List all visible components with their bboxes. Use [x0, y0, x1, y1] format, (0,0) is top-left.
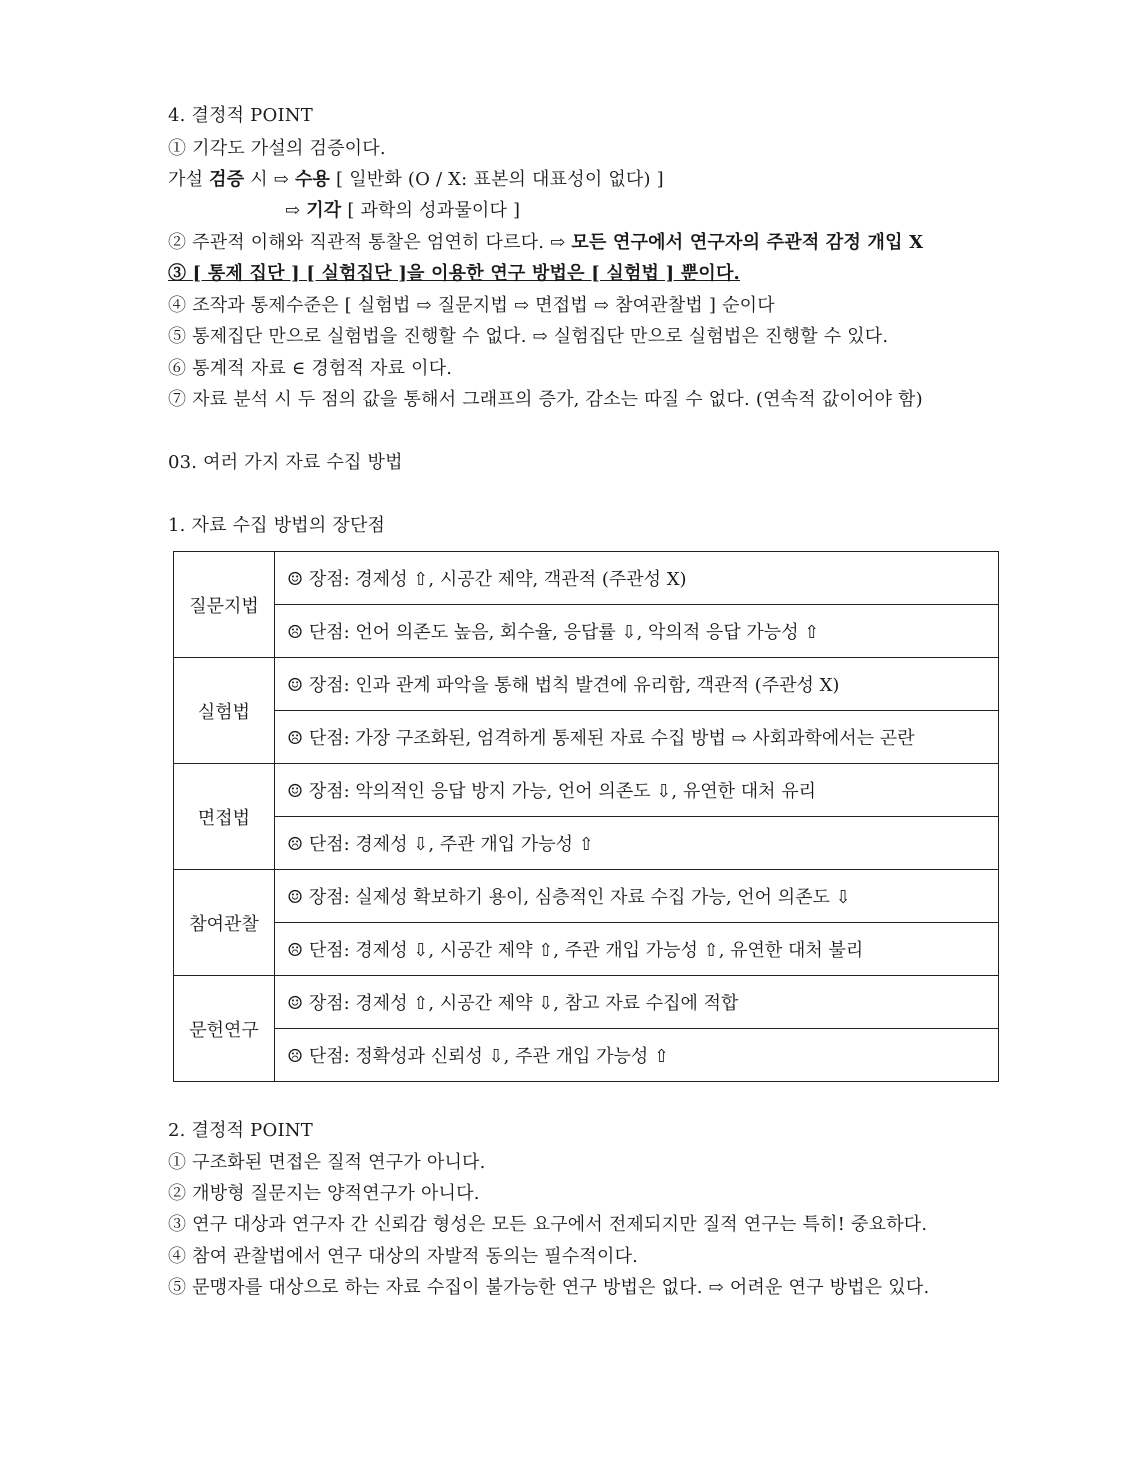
hypothesis-prefix: 가설: [168, 169, 210, 190]
section4-point-hypothesis-reject: [285, 199, 520, 223]
table-category: 면접법: [174, 764, 275, 870]
table-row: [174, 817, 999, 870]
table-row: [174, 870, 999, 923]
section2-title: 2. 결정적 POINT: [168, 1120, 313, 1141]
table-row: [174, 976, 999, 1029]
table-con: ☹ 단점: 경제성 ⇩, 주관 개입 가능성 ⇧: [275, 817, 999, 870]
section2-point5: ⑤ 문맹자를 대상으로 하는 자료 수집이 불가능한 연구 방법은 없다. ⇨ 어려운 연구 방법은 있다.: [168, 1277, 930, 1298]
section4-point4: ④ 조작과 통제수준은 [ 실험법 ⇨ 질문지법 ⇨ 면접법 ⇨ 참여관찰법 ] 순이다: [168, 295, 775, 316]
section4-point7: ⑦ 자료 분석 시 두 점의 값을 통해서 그래프의 증가, 감소는 따질 수 없다. (연속적 값이어야 함): [168, 389, 923, 410]
table-pro: ☺ 장점: 악의적인 응답 방지 가능, 언어 의존도 ⇩, 유연한 대처 유리: [275, 764, 999, 817]
table-pro: ☺ 장점: 실제성 확보하기 용이, 심층적인 자료 수집 가능, 언어 의존도 ⇩: [275, 870, 999, 923]
hypothesis-mid: 시 ⇨: [244, 169, 295, 190]
section4-point3: ③ [ 통제 집단 ] [ 실험집단 ]을 이용한 연구 방법은 [ 실험법 ] 뿐이다.: [168, 263, 741, 284]
point2-text: ② 주관적 이해와 직관적 통찰은 엄연히 다르다. ⇨: [168, 232, 572, 253]
table-category: 참여관찰: [174, 870, 275, 976]
methods-table: [173, 551, 999, 1082]
table-category: 실험법: [174, 658, 275, 764]
table-row: [174, 658, 999, 711]
section4-point6: ⑥ 통계적 자료 ∈ 경험적 자료 이다.: [168, 358, 453, 379]
table-con: ☹ 단점: 언어 의존도 높음, 회수율, 응답률 ⇩, 악의적 응답 가능성 ⇧: [275, 605, 999, 658]
section4-point-hypothesis-accept: [168, 168, 664, 192]
table-con: ☹ 단점: 정확성과 신뢰성 ⇩, 주관 개입 가능성 ⇧: [275, 1029, 999, 1082]
section4-point2: [168, 231, 923, 255]
table-row: [174, 764, 999, 817]
point2-bold: 모든 연구에서 연구자의 주관적 감정 개입 X: [571, 232, 924, 253]
section03-title: 03. 여러 가지 자료 수집 방법: [168, 452, 403, 473]
sub1-title: 1. 자료 수집 방법의 장단점: [168, 515, 386, 536]
table-con: ☹ 단점: 경제성 ⇩, 시공간 제약 ⇧, 주관 개입 가능성 ⇧, 유연한 대처 불리: [275, 923, 999, 976]
section4-point1: ① 기각도 가설의 검증이다.: [168, 138, 386, 159]
hypothesis-accept-bold: 수용: [294, 169, 331, 190]
section2-point4: ④ 참여 관찰법에서 연구 대상의 자발적 동의는 필수적이다.: [168, 1246, 639, 1267]
table-row: [174, 552, 999, 605]
section2-point1: ① 구조화된 면접은 질적 연구가 아니다.: [168, 1152, 486, 1173]
hypothesis-reject-detail: [ 과학의 성과물이다 ]: [341, 200, 521, 221]
section4-point5: ⑤ 통제집단 만으로 실험법을 진행할 수 없다. ⇨ 실험집단 만으로 실험법은 진행할 수 있다.: [168, 326, 889, 347]
table-pro: ☺ 장점: 경제성 ⇧, 시공간 제약, 객관적 (주관성 X): [275, 552, 999, 605]
table-row: [174, 711, 999, 764]
hypothesis-reject-bold: 기각: [306, 200, 342, 221]
hypothesis-verification-bold: 검증: [209, 169, 245, 190]
section2-point2: ② 개방형 질문지는 양적연구가 아니다.: [168, 1183, 480, 1204]
reject-arrow: ⇨: [285, 200, 307, 221]
table-category: 질문지법: [174, 552, 275, 658]
section2-point3: ③ 연구 대상과 연구자 간 신뢰감 형성은 모든 요구에서 전제되지만 질적 연구는 특히! 중요하다.: [168, 1214, 928, 1235]
table-category: 문헌연구: [174, 976, 275, 1082]
table-row: [174, 923, 999, 976]
table-pro: ☺ 장점: 인과 관계 파악을 통해 법칙 발견에 유리함, 객관적 (주관성 X): [275, 658, 999, 711]
table-row: [174, 1029, 999, 1082]
hypothesis-accept-detail: [ 일반화 (O / X: 표본의 대표성이 없다) ]: [330, 169, 664, 190]
section4-title: 4. 결정적 POINT: [168, 105, 313, 126]
table-row: [174, 605, 999, 658]
table-con: ☹ 단점: 가장 구조화된, 엄격하게 통제된 자료 수집 방법 ⇨ 사회과학에서는 곤란: [275, 711, 999, 764]
table-pro: ☺ 장점: 경제성 ⇧, 시공간 제약 ⇩, 참고 자료 수집에 적합: [275, 976, 999, 1029]
